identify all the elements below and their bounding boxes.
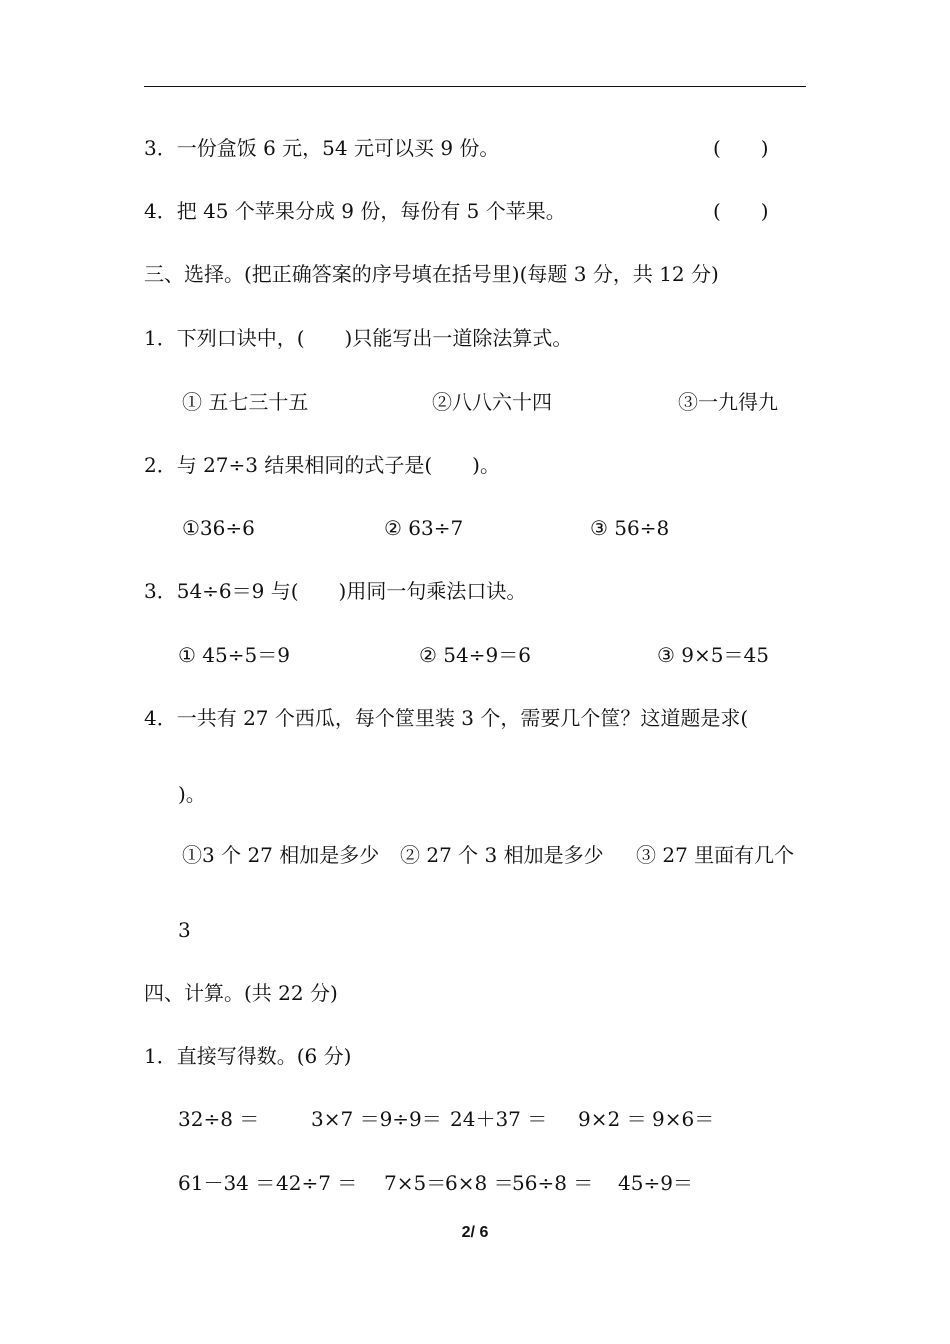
calc-item: 7×5＝ — [384, 1171, 447, 1195]
calc-item: 9×6＝ — [652, 1107, 715, 1131]
judge-question-4: 4．把 45 个苹果分成 9 份，每份有 5 个苹果。 — [144, 199, 566, 223]
choice-4-option-1: ①3 个 27 相加是多少 — [182, 843, 380, 867]
choice-2-option-1: ①36÷6 — [182, 516, 255, 540]
calc-item: 3×7 ＝9÷9＝ — [311, 1107, 442, 1131]
choice-1-option-1: ① 五七三十五 — [182, 390, 309, 414]
header-rule — [144, 86, 806, 87]
choice-3-option-3: ③ 9×5＝45 — [657, 643, 769, 667]
choice-question-4: 4．一共有 27 个西瓜，每个筐里装 3 个，需要几个筐？这道题是求( — [144, 706, 749, 730]
calc-item: 6×8 ＝ — [445, 1171, 514, 1195]
choice-question-2: 2．与 27÷3 结果相同的式子是( )。 — [144, 453, 500, 477]
calc-item: 9×2 ＝ — [578, 1107, 647, 1131]
calc-item: 42÷7 ＝ — [276, 1171, 358, 1195]
choice-question-3: 3．54÷6＝9 与( )用同一句乘法口诀。 — [144, 579, 527, 603]
answer-blank-3[interactable]: ( ) — [713, 136, 769, 160]
page-number: 2/ 6 — [461, 1224, 489, 1241]
calc-item: 56÷8 ＝ — [512, 1171, 594, 1195]
judge-question-3: 3．一份盒饭 6 元，54 元可以买 9 份。 — [144, 136, 500, 160]
calc-item: 45÷9＝ — [618, 1171, 693, 1195]
choice-question-4-cont: )。 — [178, 782, 206, 806]
answer-blank-4[interactable]: ( ) — [713, 199, 769, 223]
choice-question-1: 1．下列口诀中，( )只能写出一道除法算式。 — [144, 326, 573, 350]
section-heading-calc: 四、计算。(共 22 分) — [144, 981, 338, 1005]
choice-4-option-2: ② 27 个 3 相加是多少 — [400, 843, 604, 867]
choice-2-option-2: ② 63÷7 — [384, 516, 464, 540]
calc-item: 32÷8 ＝ — [178, 1107, 260, 1131]
section-heading-choice: 三、选择。(把正确答案的序号填在括号里)(每题 3 分，共 12 分) — [144, 262, 719, 286]
choice-4-option-3: ③ 27 里面有几个 — [636, 843, 795, 867]
calc-item: 61－34 ＝ — [178, 1171, 276, 1195]
choice-3-option-1: ① 45÷5＝9 — [178, 643, 290, 667]
calc-item: 24＋37 ＝ — [450, 1107, 548, 1131]
choice-2-option-3: ③ 56÷8 — [590, 516, 670, 540]
choice-1-option-3: ③一九得九 — [678, 390, 778, 414]
choice-4-option-3-cont: 3 — [178, 918, 191, 942]
choice-1-option-2: ②八八六十四 — [432, 390, 552, 414]
calc-subheading-1: 1．直接写得数。(6 分) — [144, 1044, 352, 1068]
choice-3-option-2: ② 54÷9＝6 — [419, 643, 531, 667]
